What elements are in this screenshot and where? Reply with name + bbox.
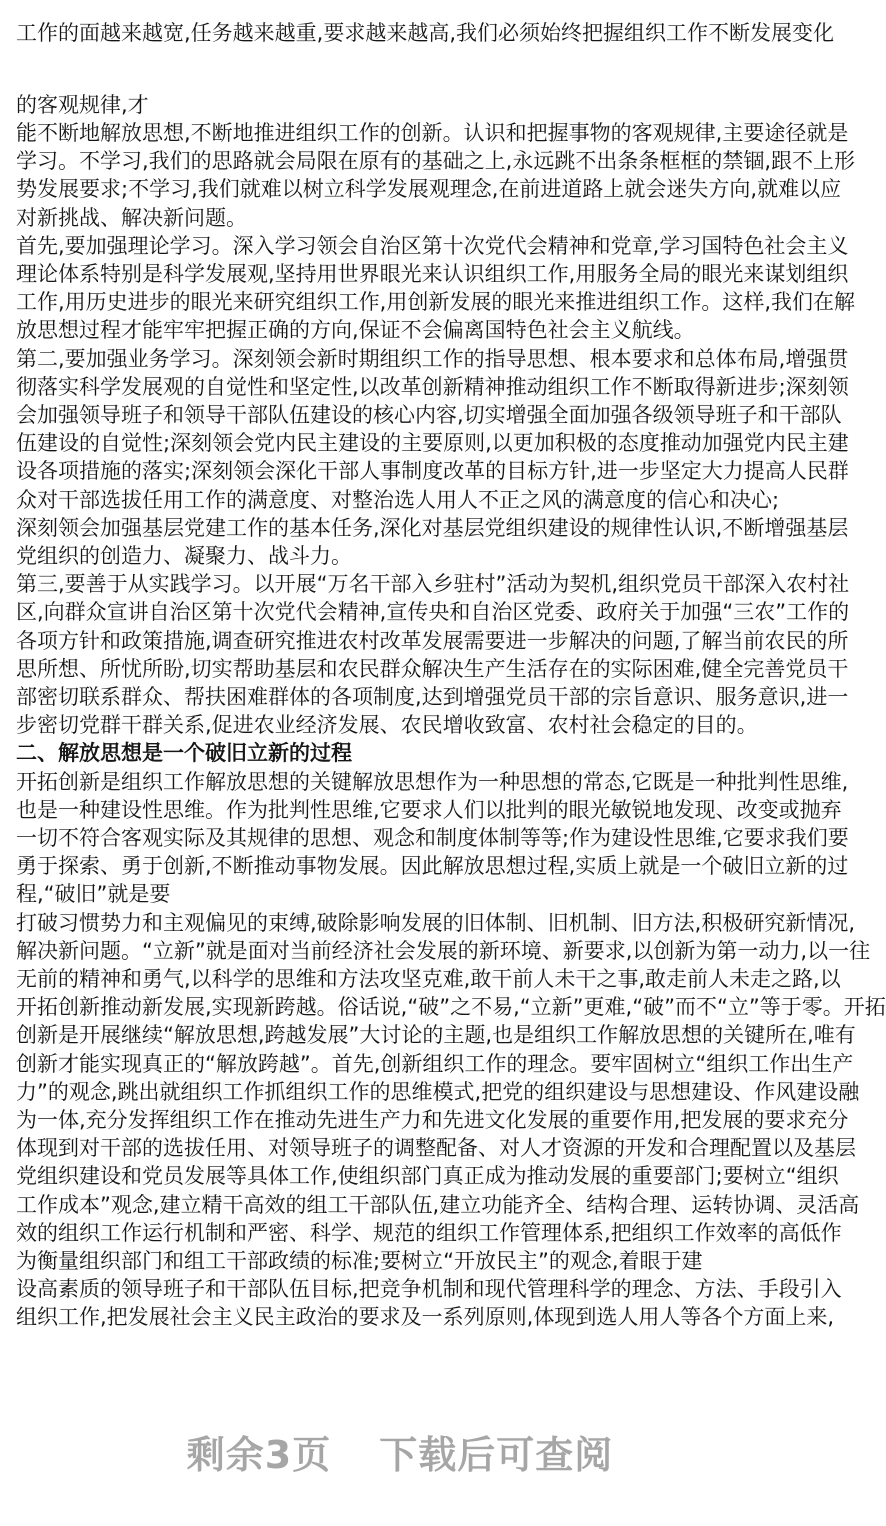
text-line: 也是一种建设性思维。作为批判性思维,它要求人们以批判的眼光敏锐地发现、改变或抛弃 — [16, 797, 842, 822]
text-line: 设高素质的领导班子和干部队伍目标,把竞争机制和现代管理科学的理念、方法、手段引入 — [16, 1277, 842, 1302]
text-line: 放思想过程才能牢牢把握正确的方向,保证不会偏离国特色社会主义航线。 — [16, 318, 695, 343]
text-line: 程,“破旧”就是要 — [16, 882, 171, 907]
download-prompt[interactable] — [0, 1424, 800, 1479]
text-line: 步密切党群干群关系,促进农业经济发展、农民增收致富、农村社会稳定的目的。 — [16, 713, 758, 738]
text-line: 开拓创新推动新发展,实现新跨越。俗话说,“破”之不易,“立新”更难,“破”而不“立”等于零。开拓 — [16, 995, 886, 1020]
text-line: 设各项措施的落实;深刻领会深化干部人事制度改革的目标方针,进一步坚定大力提高人民群 — [16, 459, 849, 484]
text-line: 创新才能实现真正的“解放跨越”。首先,创新组织工作的理念。要牢固树立“组织工作出生产 — [16, 1051, 854, 1076]
remaining-pages-text: 剩余3页 — [186, 1433, 332, 1477]
text-line: 解决新问题。“立新”就是面对当前经济社会发展的新环境、新要求,以创新为第一动力,以一往 — [16, 938, 871, 963]
text-line: 组织工作,把发展社会主义民主政治的要求及一系列原则,体现到选人用人等各个方面上来, — [16, 1305, 835, 1330]
text-line: 深刻领会加强基层党建工作的基本任务,深化对基层党组织建设的规律性认识,不断增强基层 — [16, 515, 849, 540]
text-line: 学习。不学习,我们的思路就会局限在原有的基础之上,永远跳不出条条框框的禁锢,跟不上形 — [16, 149, 856, 174]
text-line: 工作的面越来越宽,任务越来越重,要求越来越高,我们必须始终把握组织工作不断发展变化 — [16, 21, 835, 45]
text-line: 无前的精神和勇气,以科学的思维和方法攻坚克难,敢干前人未干之事,敢走前人未走之路,以 — [16, 967, 841, 991]
text-line: 对新挑战、解决新问题。 — [16, 205, 247, 230]
text-line: 众对干部选拔任用工作的满意度、对整治选人用人不正之风的满意度的信心和决心; — [16, 487, 780, 512]
text-line: 理论体系特别是科学发展观,坚持用世界眼光来认识组织工作,用服务全局的眼光来谋划组织 — [16, 262, 849, 286]
text-line: 为衡量组织部门和组工干部政绩的标准;要树立“开放民主”的观念,着眼于建 — [16, 1249, 703, 1273]
text-line: 首先,要加强理论学习。深入学习领会自治区第十次党代会精神和党章,学习国特色社会主义 — [16, 233, 849, 258]
text-line: 为一体,充分发挥组织工作在推动先进生产力和先进文化发展的重要作用,把发展的要求充分 — [16, 1108, 849, 1132]
text-line: 势发展要求;不学习,我们就难以树立科学发展观理念,在前进道路上就会迷失方向,就难以应 — [16, 177, 842, 202]
text-line: 彻落实科学发展观的自觉性和坚定性,以改革创新精神推动组织工作不断取得新进步;深刻领 — [16, 374, 849, 399]
text-line: 的客观规律,才 — [16, 93, 149, 117]
text-line: 体现到对干部的选拔任用、对领导班子的调整配备、对人才资源的开发和合理配置以及基层 — [16, 1136, 856, 1161]
text-line: 工作成本”观念,建立精干高效的组工干部队伍,建立功能齐全、结构合理、运转协调、灵活高 — [16, 1192, 860, 1217]
text-line: 各项方针和政策措施,调查研究推进农村改革发展需要进一步解决的问题,了解当前农民的所 — [16, 628, 849, 653]
text-line: 打破习惯势力和主观偏见的束缚,破除影响发展的旧体制、旧机制、旧方法,积极研究新情况, — [16, 910, 856, 935]
text-line: 党组织的创造力、凝聚力、战斗力。 — [16, 544, 352, 568]
text-line: 工作,用历史进步的眼光来研究组织工作,用创新发展的眼光来推进组织工作。这样,我们在解 — [16, 290, 856, 315]
download-to-view-text[interactable]: 下载后可查阅 — [379, 1433, 614, 1477]
text-line: 一切不符合客观实际及其规律的思想、观念和制度体制等等;作为建设性思维,它要求我们要 — [16, 826, 849, 850]
text-line: 创新是开展继续“解放思想,跨越发展”大讨论的主题,也是组织工作解放思想的关键所在,唯有 — [16, 1023, 856, 1048]
text-line: 会加强领导班子和领导干部队伍建设的核心内容,切实增强全面加强各级领导班子和干部队 — [16, 403, 842, 427]
text-line: 部密切联系群众、帮扶困难群体的各项制度,达到增强党员干部的宗旨意识、服务意识,进一 — [16, 685, 849, 709]
text-line: 党组织建设和党员发展等具体工作,使组织部门真正成为推动发展的重要部门;要树立“组织 — [16, 1164, 839, 1189]
text-line: 伍建设的自觉性;深刻领会党内民主建设的主要原则,以更加积极的态度推动加强党内民主建 — [16, 431, 849, 456]
text-line: 思所想、所忧所盼,切实帮助基层和农民群众解决生产生活存在的实际困难,健全完善党员干 — [16, 656, 849, 681]
section-heading: 二、解放思想是一个破旧立新的过程 — [16, 741, 352, 766]
text-line: 第三,要善于从实践学习。以开展“万名干部入乡驻村”活动为契机,组织党员干部深入农村社 — [16, 572, 850, 597]
text-line: 区,向群众宣讲自治区第十次党代会精神,宣传央和自治区党委、政府关于加强“三农”工作的 — [16, 600, 850, 625]
text-line: 勇于探索、勇于创新,不断推动事物发展。因此解放思想过程,实质上就是一个破旧立新的过 — [16, 854, 849, 879]
text-line: 效的组织工作运行机制和严密、科学、规范的组织工作管理体系,把组织工作效率的高低作 — [16, 1220, 842, 1245]
text-line: 能不断地解放思想,不断地推进组织工作的创新。认识和把握事物的客观规律,主要途径就是 — [16, 121, 849, 145]
text-line: 第二,要加强业务学习。深刻领会新时期组织工作的指导思想、根本要求和总体布局,增强贯 — [16, 346, 849, 371]
text-line: 开拓创新是组织工作解放思想的关键解放思想作为一种思想的常态,它既是一种批判性思维, — [16, 769, 849, 794]
text-line: 力”的观念,跳出就组织工作抓组织工作的思维模式,把党的组织建设与思想建设、作风建设融 — [16, 1079, 860, 1104]
